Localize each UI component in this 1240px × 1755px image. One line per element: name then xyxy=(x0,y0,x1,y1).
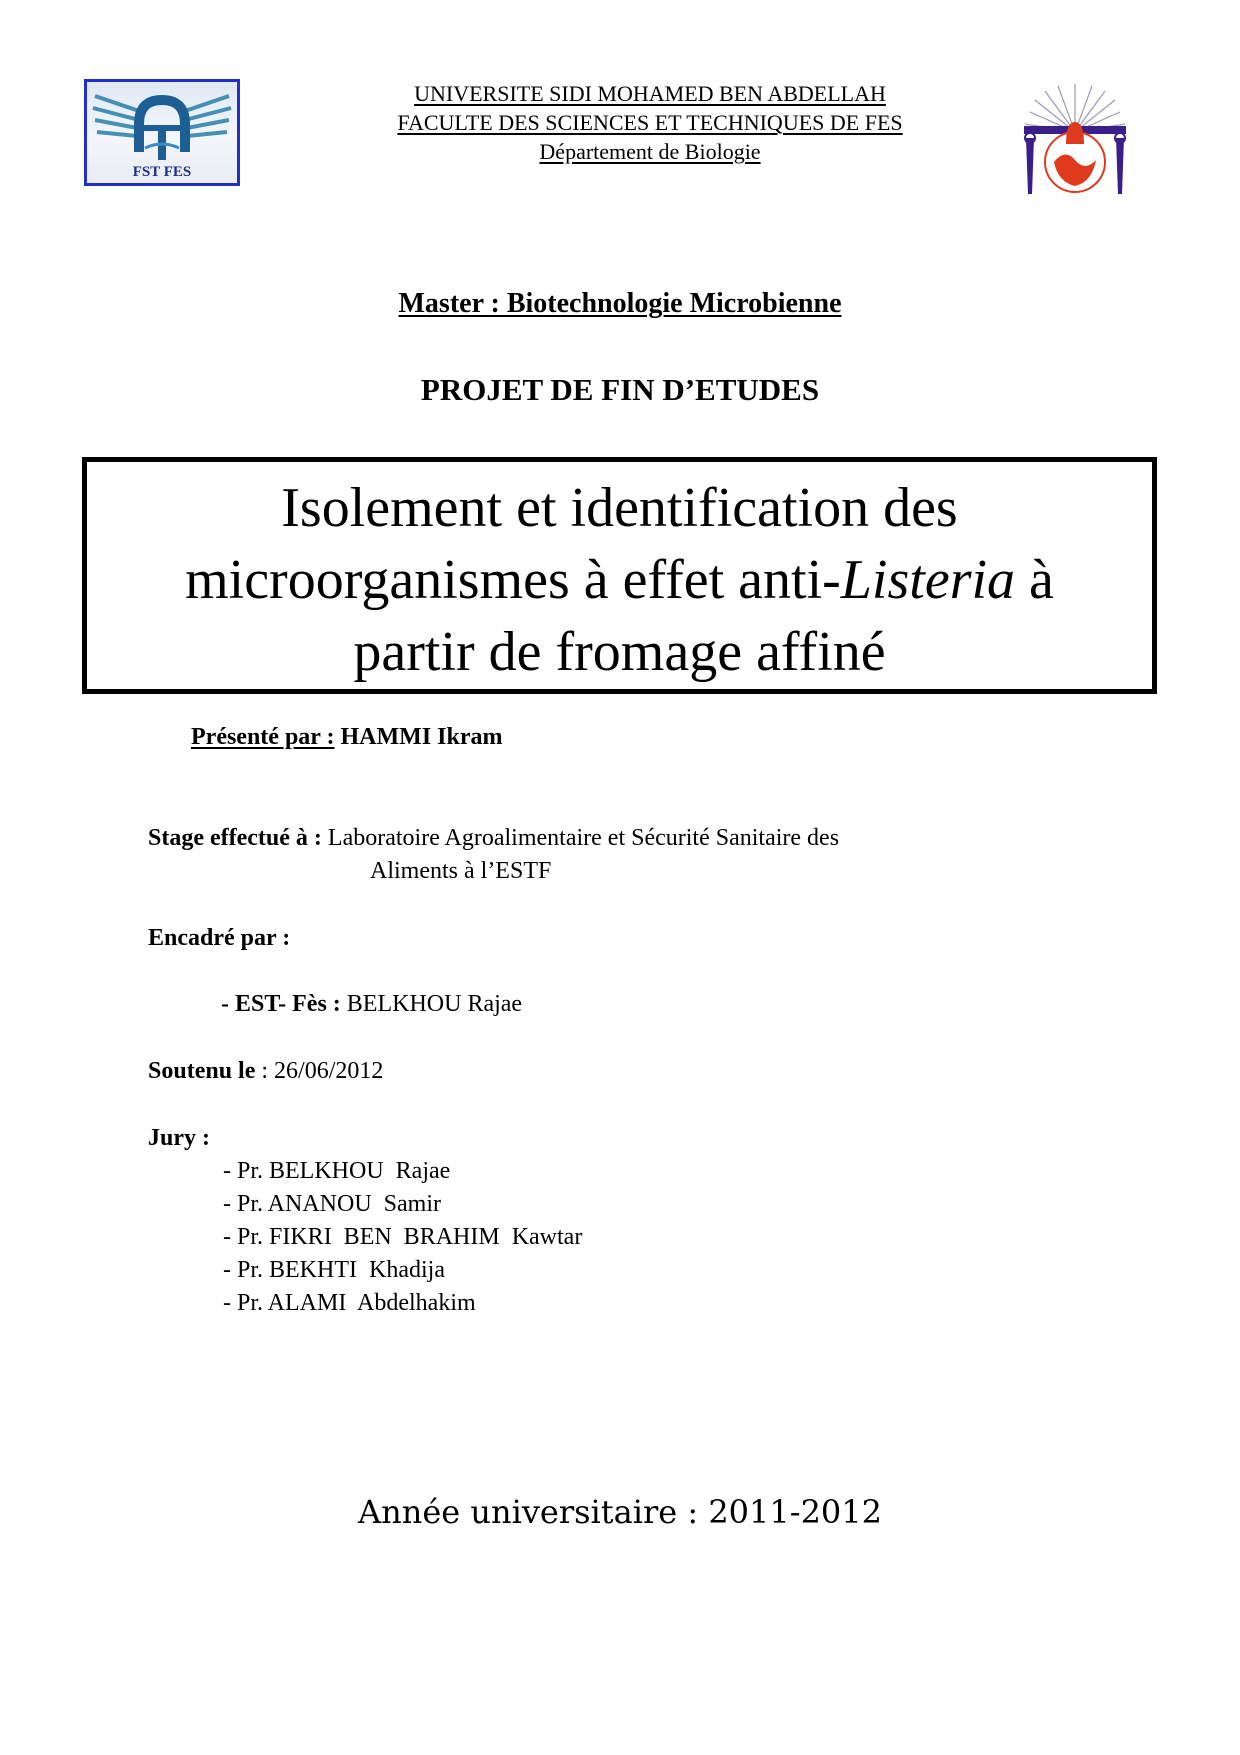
presented-by-value: HAMMI Ikram xyxy=(334,724,503,750)
svg-text:FST FES: FST FES xyxy=(132,164,192,180)
university-name: UNIVERSITE SIDI MOHAMED BEN ABDELLAH xyxy=(414,81,886,106)
internship-value-line2: Aliments à l’ESTF xyxy=(370,858,552,884)
internship-location xyxy=(148,822,839,888)
thesis-title-box xyxy=(82,457,1157,694)
title-line-1: Isolement et identification des xyxy=(281,477,958,539)
project-type-heading: PROJET DE FIN D’ETUDES xyxy=(420,372,820,407)
university-emblem xyxy=(1010,82,1140,200)
jury-member: - Pr. BELKHOU Rajae xyxy=(223,1158,451,1184)
master-program: Master : Biotechnologie Microbienne xyxy=(398,288,842,319)
fst-fes-logo xyxy=(84,79,240,186)
usmba-university-emblem-icon xyxy=(1010,82,1140,200)
jury-member: - Pr. ALAMI Abdelhakim xyxy=(223,1290,476,1316)
academic-year: Année universitaire : 2011-2012 xyxy=(357,1493,882,1531)
supervised-by-label: Encadré par : xyxy=(148,925,291,951)
institution-header xyxy=(340,79,960,166)
jury-section xyxy=(148,1122,582,1320)
jury-member: - Pr. FIKRI BEN BRAHIM Kawtar xyxy=(223,1224,583,1250)
supervisor-institution: - EST- Fès : xyxy=(221,991,341,1017)
title-line-3: partir de fromage affiné xyxy=(353,621,886,683)
presented-by xyxy=(191,721,503,754)
jury-member: - Pr. ANANOU Samir xyxy=(223,1191,442,1217)
internship-label: Stage effectué à : xyxy=(148,825,322,851)
fst-fes-logo-icon xyxy=(87,82,237,183)
supervisor-entry xyxy=(221,988,522,1021)
defense-date-value: : 26/06/2012 xyxy=(255,1058,384,1084)
department-name: Département de Biologie xyxy=(539,139,761,164)
jury-list xyxy=(148,1155,582,1320)
title-line-2: microorganismes à effet anti-Listeria à xyxy=(185,549,1054,611)
supervisor-name: BELKHOU Rajae xyxy=(340,991,523,1017)
defense-date xyxy=(148,1055,383,1088)
jury-member: - Pr. BEKHTI Khadija xyxy=(223,1257,445,1283)
faculty-name: FACULTE DES SCIENCES ET TECHNIQUES DE FES xyxy=(397,110,903,135)
listeria-italic: Listeria xyxy=(840,549,1016,611)
jury-label: Jury : xyxy=(148,1125,210,1151)
internship-value-line1: Laboratoire Agroalimentaire et Sécurité Sanitaire des xyxy=(321,825,840,851)
presented-by-label: Présenté par : xyxy=(191,724,335,750)
defense-date-label: Soutenu le xyxy=(148,1058,256,1084)
thesis-title xyxy=(87,472,1152,688)
